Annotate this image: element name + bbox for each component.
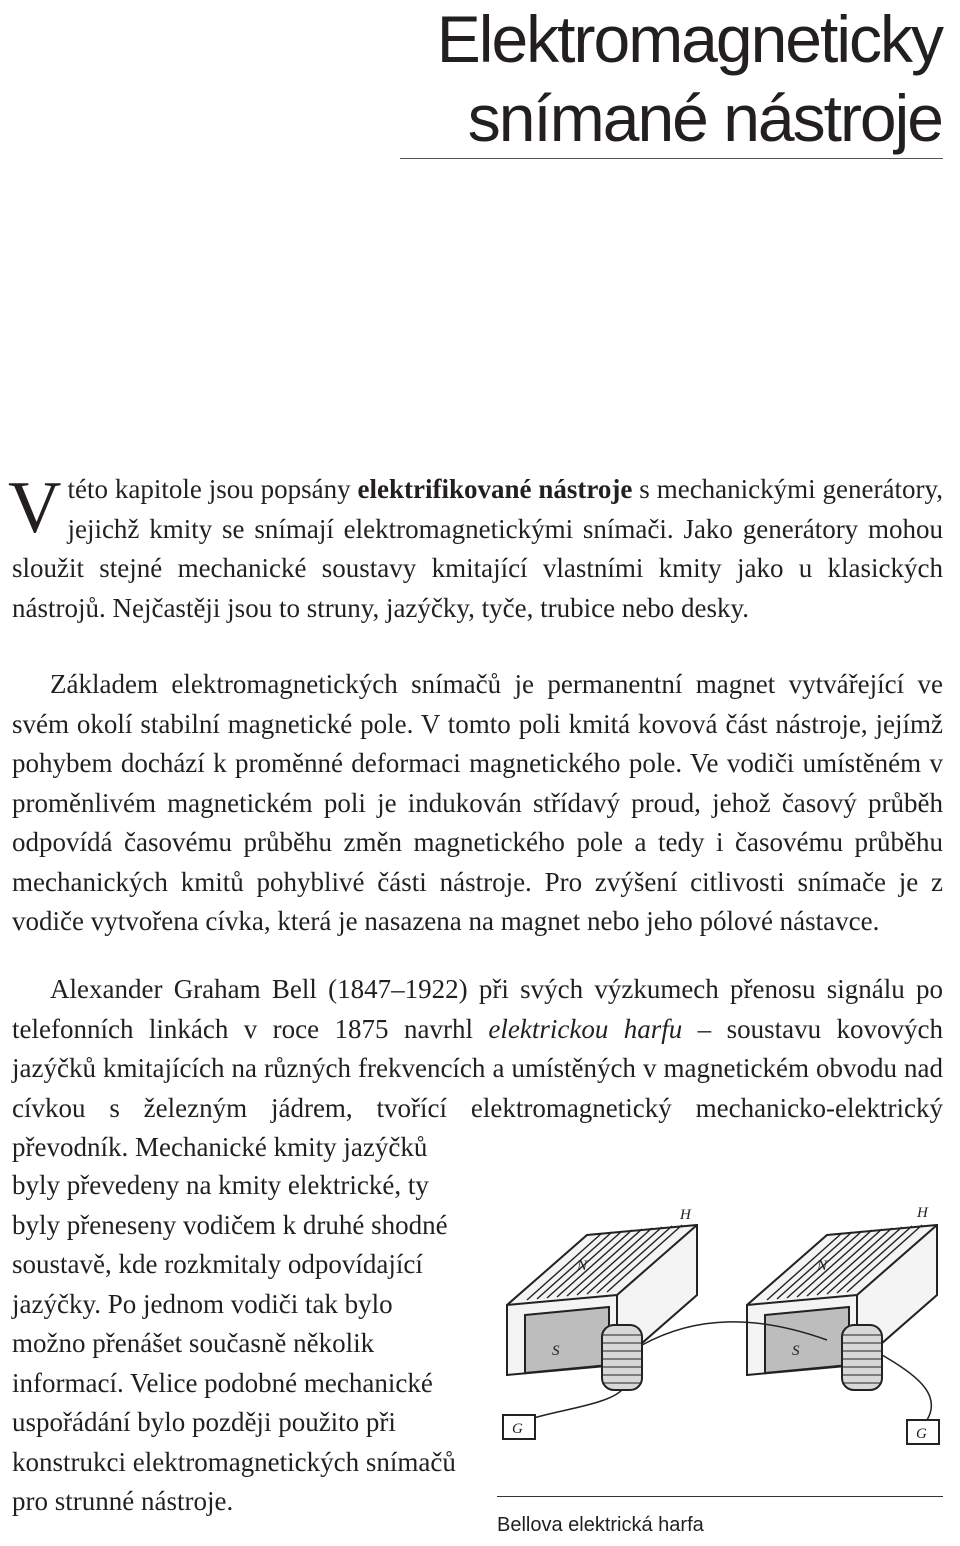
bell-italic-term: elektrickou harfu bbox=[488, 1013, 683, 1044]
bell-text-end: – soustavu kovových jazýčků kmitajících na různých frekvencích a umístěných v magnetickém obvodu nad cívkou s železným jádrem, tvořící elektromagnetický mechanicko-elektrický převodník. Mechanické kmity jazýčků bbox=[12, 1013, 944, 1162]
body-paragraph-bell bbox=[12, 970, 943, 1168]
right-s-label: S bbox=[792, 1343, 800, 1359]
body-paragraph-magnet: Základem elektromagnetických snímačů je permanentní magnet vytvářející ve svém okolí stabilní magnetické pole. V tomto poli kmitá kovová část nástroje, jejímž pohybem dochází k proměnné deformaci magnetického pole. Ve vodiči umístěném v proměnlivém magnetickém poli je indukován střídavý proud, jehož časový průběh odpovídá časovému průběhu změn magnetického pole a tedy i časovému průběhu mechanických kmitů pohyblivé části nástroje. Pro zvýšení citlivosti snímače je z vodiče vytvořena cívka, která je nasazena na magnet nebo jeho pólové nástavce. bbox=[12, 669, 943, 936]
caption-divider bbox=[497, 1496, 943, 1497]
bell-text-start: Alexander Graham Bell (1847–1922) při svých výzkumech přenosu signálu po telefonních linkách v roce 1875 navrhl bbox=[12, 974, 943, 1044]
bell-harp-illustration bbox=[497, 1195, 943, 1455]
left-magnet-unit bbox=[507, 1225, 697, 1390]
left-s-label: S bbox=[552, 1343, 560, 1359]
right-n-label: N bbox=[817, 1258, 828, 1274]
left-top-label: H bbox=[680, 1207, 691, 1223]
intro-text-start: této kapitole jsou popsány bbox=[67, 474, 358, 504]
drop-cap: V bbox=[8, 467, 62, 549]
right-magnet-unit bbox=[747, 1225, 937, 1390]
right-g-label: G bbox=[916, 1426, 927, 1442]
title-divider bbox=[400, 158, 943, 159]
chapter-title bbox=[242, 0, 942, 158]
chapter-title-line-2: snímané nástroje bbox=[467, 81, 942, 155]
bell-harp-drawing bbox=[497, 1195, 943, 1455]
figure-caption: Bellova elektrická harfa bbox=[497, 1514, 704, 1536]
left-n-label: N bbox=[577, 1258, 588, 1274]
chapter-title-line-1: Elektromagneticky bbox=[436, 2, 942, 76]
intro-paragraph bbox=[8, 467, 943, 628]
intro-bold-term: elektrifikované nástroje bbox=[357, 474, 633, 504]
left-g-label: G bbox=[512, 1421, 523, 1437]
body-paragraph-continued: byly převedeny na kmity elektrické, ty byly přeneseny vodičem k druhé shodné soustavě, kde rozkmitaly odpovídající jazýčky. Po jednom vodiči tak bylo možno přenášet současně několik informací. Velice podobné mechanické uspořádání bylo později použito při konstrukci elektromagnetických snímačů pro strunné nástroje. bbox=[12, 1170, 456, 1516]
intro-text-end: s mechanickými generátory, jejichž kmity se snímají elektromagnetickými snímači. Jako generátory mohou sloužit stejné mechanické soustavy kmitající vlastními kmity jako u klasických nástrojů. Nejčastěji jsou to struny, jazýčky, tyče, trubice nebo desky. bbox=[12, 474, 943, 623]
right-top-label: H bbox=[917, 1205, 928, 1221]
